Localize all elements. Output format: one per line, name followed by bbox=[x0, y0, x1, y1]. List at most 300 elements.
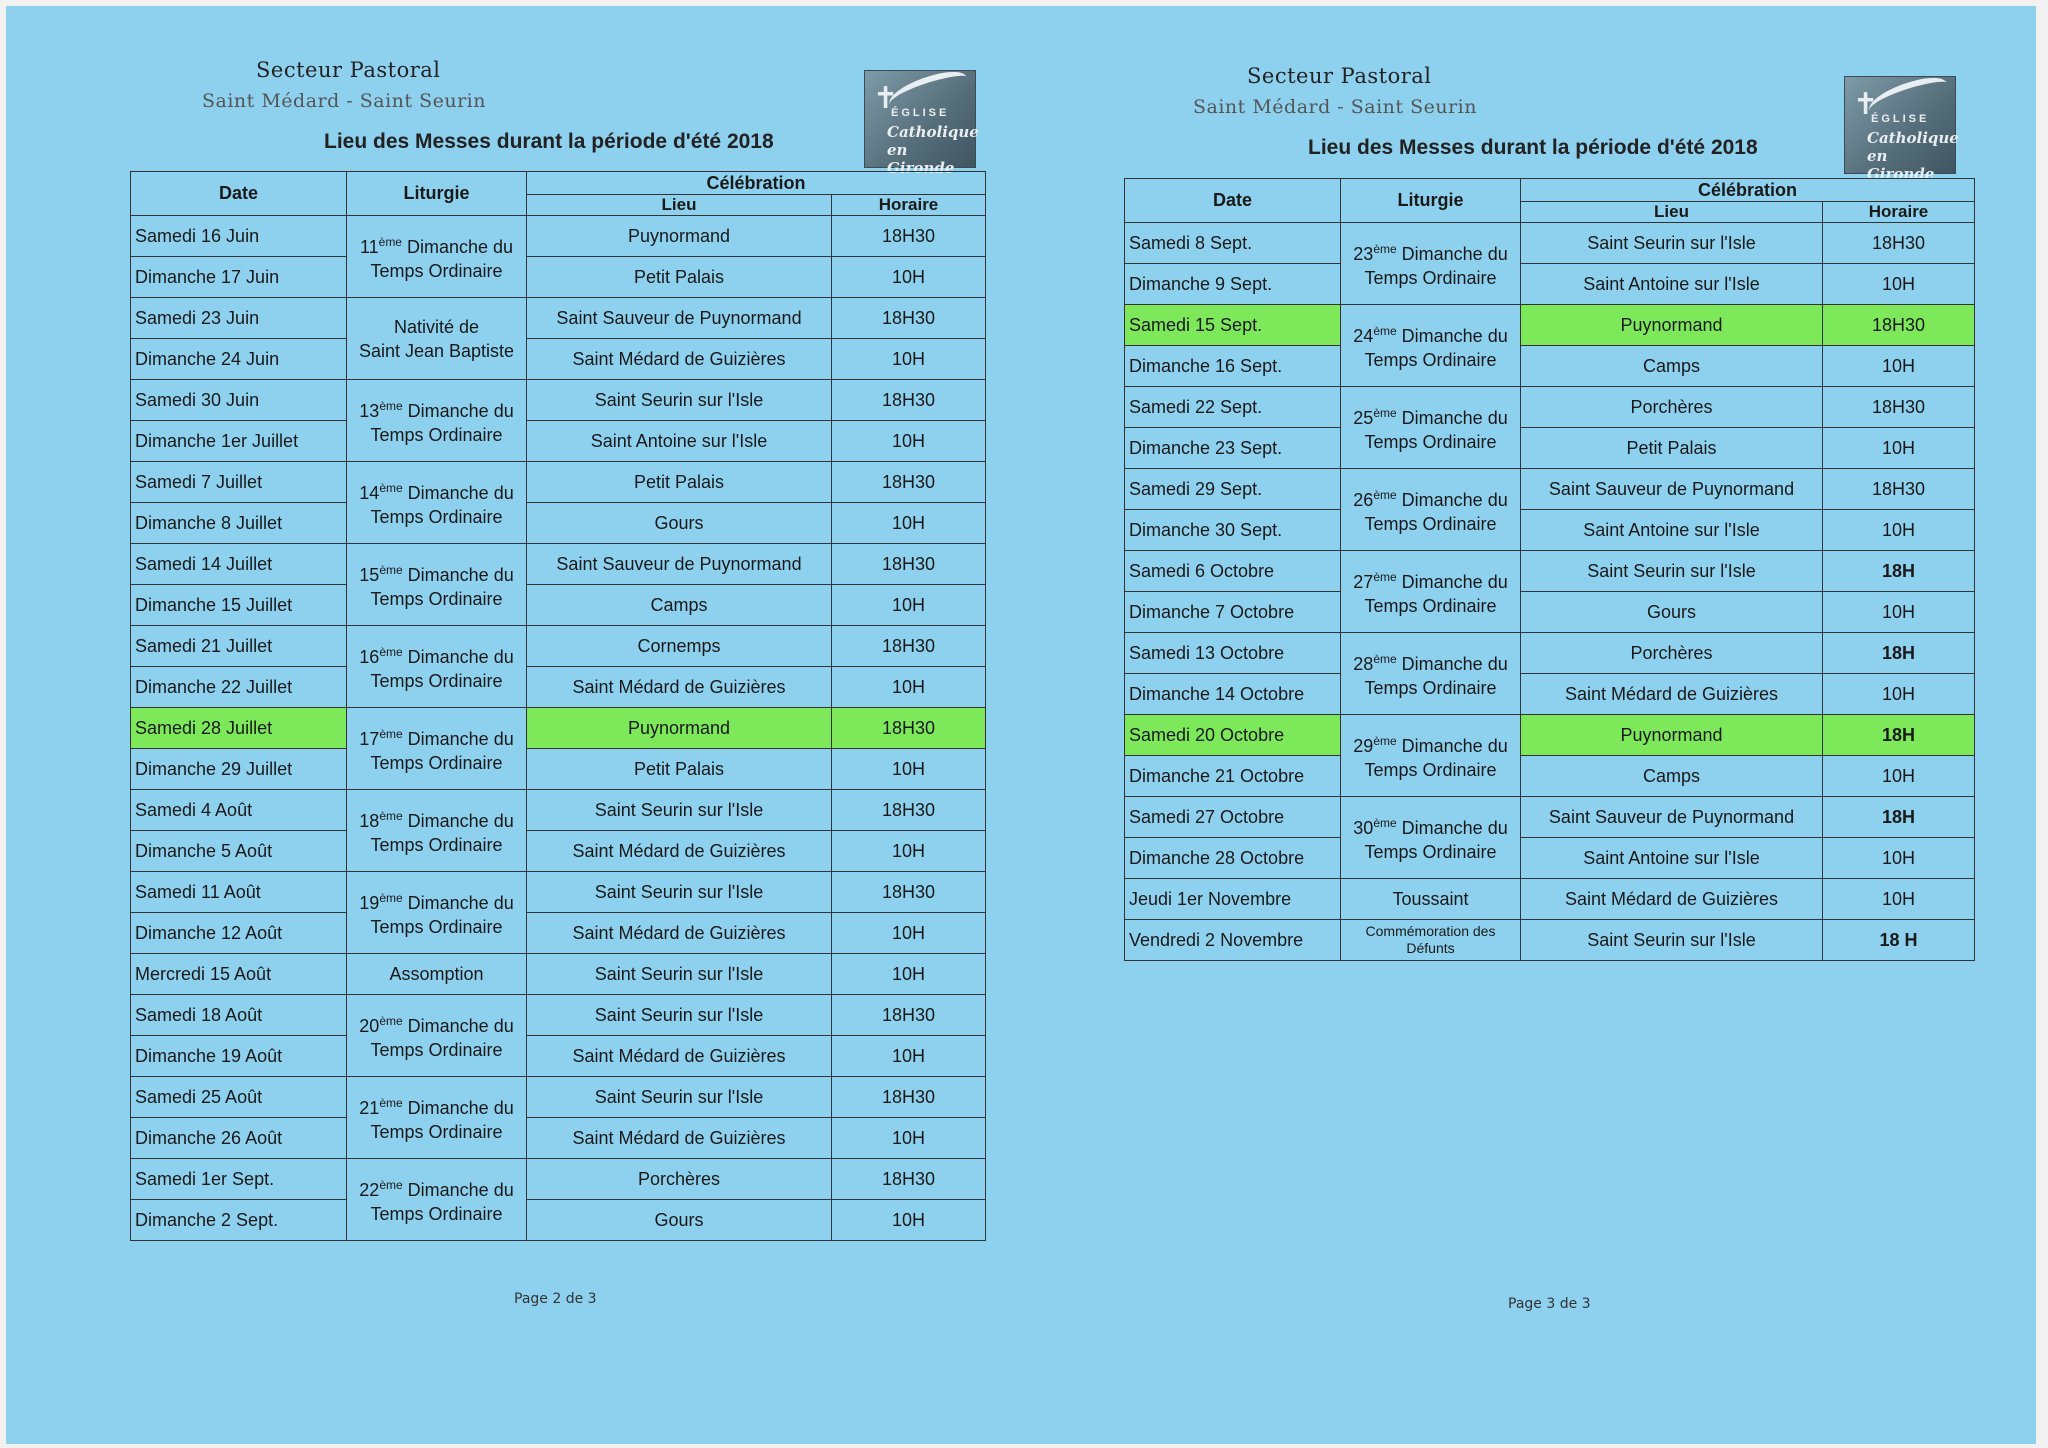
liturgie-cell bbox=[1341, 715, 1521, 797]
liturgie-line-2: Temps Ordinaire bbox=[1364, 514, 1497, 534]
liturgie-line-1 bbox=[347, 315, 526, 339]
horaire-cell: 18H30 bbox=[1823, 469, 1975, 510]
horaire-cell: 18H30 bbox=[832, 544, 986, 585]
liturgie-ordinal-suffix: ème bbox=[379, 1014, 403, 1028]
table-row bbox=[131, 913, 986, 954]
liturgie-text: Dimanche du bbox=[402, 1180, 514, 1200]
table-row bbox=[131, 1036, 986, 1077]
horaire-cell: 18 H bbox=[1823, 920, 1975, 961]
table-row bbox=[1125, 510, 1975, 551]
liturgie-ordinal-suffix: ème bbox=[379, 727, 403, 741]
date-cell: Dimanche 15 Juillet bbox=[131, 585, 347, 626]
liturgie-text: Commémoration des bbox=[1365, 923, 1496, 939]
date-cell: Dimanche 29 Juillet bbox=[131, 749, 347, 790]
lieu-cell: Saint Médard de Guizières bbox=[527, 339, 832, 380]
liturgie-line-2: Temps Ordinaire bbox=[370, 1040, 503, 1060]
date-cell: Samedi 8 Sept. bbox=[1125, 223, 1341, 264]
logo-text-gironde: en Gironde bbox=[887, 141, 955, 177]
date-cell: Dimanche 21 Octobre bbox=[1125, 756, 1341, 797]
liturgie-text: Dimanche du bbox=[1396, 572, 1508, 592]
horaire-cell: 10H bbox=[832, 913, 986, 954]
table-row bbox=[131, 380, 986, 421]
table-row bbox=[131, 544, 986, 585]
table-row bbox=[1125, 838, 1975, 879]
col-header-horaire: Horaire bbox=[832, 195, 986, 216]
horaire-cell: 10H bbox=[832, 503, 986, 544]
liturgie-line-2: Temps Ordinaire bbox=[370, 507, 503, 527]
liturgie-text: Dimanche du bbox=[402, 1016, 514, 1036]
horaire-cell: 18H bbox=[1823, 715, 1975, 756]
horaire-cell: 18H30 bbox=[832, 216, 986, 257]
lieu-cell: Saint Sauveur de Puynormand bbox=[527, 298, 832, 339]
lieu-cell: Porchères bbox=[1521, 387, 1823, 428]
liturgie-ordinal-suffix: ème bbox=[379, 563, 403, 577]
table-row bbox=[1125, 551, 1975, 592]
date-cell: Samedi 27 Octobre bbox=[1125, 797, 1341, 838]
page-footer: Page 3 de 3 bbox=[1508, 1296, 1591, 1312]
date-cell: Dimanche 16 Sept. bbox=[1125, 346, 1341, 387]
liturgie-line-1 bbox=[347, 640, 526, 669]
table-row bbox=[131, 626, 986, 667]
liturgie-line-1 bbox=[1341, 887, 1520, 911]
col-header-date: Date bbox=[131, 172, 347, 216]
lieu-cell: Camps bbox=[1521, 756, 1823, 797]
horaire-cell: 18H30 bbox=[832, 462, 986, 503]
liturgie-line-2: Temps Ordinaire bbox=[370, 1122, 503, 1142]
lieu-cell: Saint Médard de Guizières bbox=[527, 1118, 832, 1159]
lieu-cell: Porchères bbox=[1521, 633, 1823, 674]
horaire-cell: 10H bbox=[1823, 264, 1975, 305]
lieu-cell: Saint Seurin sur l'Isle bbox=[1521, 920, 1823, 961]
horaire-cell: 18H30 bbox=[832, 872, 986, 913]
date-cell: Dimanche 14 Octobre bbox=[1125, 674, 1341, 715]
liturgie-ordinal: 21 bbox=[359, 1098, 380, 1118]
liturgie-ordinal: 23 bbox=[1353, 244, 1374, 264]
date-cell: Dimanche 7 Octobre bbox=[1125, 592, 1341, 633]
page-3 bbox=[1036, 6, 2036, 1444]
liturgie-line-1 bbox=[1341, 811, 1520, 840]
table-row bbox=[131, 257, 986, 298]
horaire-cell: 10H bbox=[832, 1036, 986, 1077]
horaire-cell: 10H bbox=[1823, 838, 1975, 879]
liturgie-line-2: Saint Jean Baptiste bbox=[358, 340, 515, 361]
scanned-sheet bbox=[6, 6, 2036, 1444]
table-row bbox=[1125, 797, 1975, 838]
lieu-cell: Saint Sauveur de Puynormand bbox=[1521, 797, 1823, 838]
horaire-cell: 10H bbox=[832, 585, 986, 626]
lieu-cell: Saint Médard de Guizières bbox=[527, 831, 832, 872]
page-footer: Page 2 de 3 bbox=[514, 1291, 597, 1307]
liturgie-line-1 bbox=[1341, 401, 1520, 430]
liturgie-ordinal-suffix: ème bbox=[1373, 488, 1397, 502]
table-row bbox=[131, 1118, 986, 1159]
liturgie-line-2: Temps Ordinaire bbox=[370, 671, 503, 691]
table-row bbox=[131, 585, 986, 626]
page-title: Lieu des Messes durant la période d'été 2018 bbox=[324, 130, 774, 153]
liturgie-cell bbox=[347, 995, 527, 1077]
horaire-cell: 10H bbox=[832, 831, 986, 872]
liturgie-ordinal: 25 bbox=[1353, 408, 1374, 428]
parish-subheading: Saint Médard - Saint Seurin bbox=[1193, 96, 1477, 118]
liturgie-line-1 bbox=[1341, 237, 1520, 266]
liturgie-cell bbox=[347, 626, 527, 708]
liturgie-line-2: Temps Ordinaire bbox=[1364, 268, 1497, 288]
liturgie-text: Dimanche du bbox=[1396, 490, 1508, 510]
date-cell: Samedi 23 Juin bbox=[131, 298, 347, 339]
horaire-cell: 18H30 bbox=[832, 995, 986, 1036]
liturgie-cell bbox=[1341, 223, 1521, 305]
liturgie-text: Dimanche du bbox=[402, 647, 514, 667]
liturgie-ordinal-suffix: ème bbox=[379, 891, 403, 905]
date-cell: Samedi 6 Octobre bbox=[1125, 551, 1341, 592]
horaire-cell: 10H bbox=[1823, 346, 1975, 387]
horaire-cell: 10H bbox=[1823, 428, 1975, 469]
date-cell: Dimanche 2 Sept. bbox=[131, 1200, 347, 1241]
logo-text-catholique: Catholique bbox=[1867, 129, 1959, 147]
lieu-cell: Petit Palais bbox=[527, 257, 832, 298]
lieu-cell: Saint Seurin sur l'Isle bbox=[527, 872, 832, 913]
horaire-cell: 18H30 bbox=[832, 380, 986, 421]
horaire-cell: 18H30 bbox=[832, 1077, 986, 1118]
liturgie-text: Dimanche du bbox=[402, 401, 514, 421]
table-row bbox=[1125, 715, 1975, 756]
liturgie-cell bbox=[347, 462, 527, 544]
liturgie-ordinal-suffix: ème bbox=[379, 645, 403, 659]
liturgie-text: Dimanche du bbox=[402, 893, 514, 913]
liturgie-line-2: Temps Ordinaire bbox=[370, 835, 503, 855]
liturgie-ordinal: 19 bbox=[359, 893, 380, 913]
date-cell: Samedi 4 Août bbox=[131, 790, 347, 831]
liturgie-line-1 bbox=[347, 558, 526, 587]
date-cell: Samedi 28 Juillet bbox=[131, 708, 347, 749]
lieu-cell: Camps bbox=[1521, 346, 1823, 387]
lieu-cell: Saint Antoine sur l'Isle bbox=[527, 421, 832, 462]
liturgie-text: Dimanche du bbox=[402, 1098, 514, 1118]
table-row bbox=[1125, 633, 1975, 674]
liturgie-ordinal: 30 bbox=[1353, 818, 1374, 838]
table-row bbox=[1125, 346, 1975, 387]
horaire-cell: 10H bbox=[832, 749, 986, 790]
liturgie-text: Dimanche du bbox=[401, 237, 514, 257]
col-header-date: Date bbox=[1125, 179, 1341, 223]
table-row bbox=[131, 831, 986, 872]
liturgie-cell bbox=[1341, 305, 1521, 387]
liturgie-cell bbox=[1341, 797, 1521, 879]
liturgie-text: Dimanche du bbox=[1396, 654, 1508, 674]
date-cell: Dimanche 22 Juillet bbox=[131, 667, 347, 708]
date-cell: Samedi 13 Octobre bbox=[1125, 633, 1341, 674]
date-cell: Samedi 25 Août bbox=[131, 1077, 347, 1118]
horaire-cell: 10H bbox=[1823, 510, 1975, 551]
lieu-cell: Saint Seurin sur l'Isle bbox=[527, 954, 832, 995]
liturgie-cell bbox=[347, 790, 527, 872]
date-cell: Samedi 30 Juin bbox=[131, 380, 347, 421]
lieu-cell: Gours bbox=[527, 1200, 832, 1241]
liturgie-text: Assomption bbox=[389, 964, 484, 984]
table-row bbox=[1125, 674, 1975, 715]
liturgie-line-1 bbox=[347, 230, 526, 259]
date-cell: Samedi 14 Juillet bbox=[131, 544, 347, 585]
horaire-cell: 10H bbox=[1823, 879, 1975, 920]
logo-text-eglise: ÉGLISE bbox=[1871, 113, 1930, 125]
date-cell: Dimanche 26 Août bbox=[131, 1118, 347, 1159]
liturgie-ordinal-suffix: ème bbox=[379, 481, 403, 495]
parish-subheading: Saint Médard - Saint Seurin bbox=[202, 90, 486, 112]
liturgie-text: Dimanche du bbox=[1396, 408, 1508, 428]
lieu-cell: Saint Médard de Guizières bbox=[1521, 879, 1823, 920]
liturgie-line-2: Temps Ordinaire bbox=[1364, 842, 1497, 862]
liturgie-ordinal: 20 bbox=[359, 1016, 380, 1036]
schedule-table-page-3 bbox=[1124, 178, 1975, 961]
date-cell: Samedi 21 Juillet bbox=[131, 626, 347, 667]
table-row bbox=[131, 462, 986, 503]
lieu-cell: Saint Seurin sur l'Isle bbox=[527, 380, 832, 421]
lieu-cell: Gours bbox=[527, 503, 832, 544]
horaire-cell: 10H bbox=[832, 257, 986, 298]
horaire-cell: 18H30 bbox=[832, 1159, 986, 1200]
horaire-cell: 18H30 bbox=[832, 790, 986, 831]
lieu-cell: Camps bbox=[527, 585, 832, 626]
liturgie-cell bbox=[1341, 633, 1521, 715]
liturgie-line-1 bbox=[347, 962, 526, 986]
date-cell: Dimanche 5 Août bbox=[131, 831, 347, 872]
date-cell: Dimanche 23 Sept. bbox=[1125, 428, 1341, 469]
liturgie-cell bbox=[347, 298, 527, 380]
lieu-cell: Saint Médard de Guizières bbox=[527, 913, 832, 954]
liturgie-line-1 bbox=[347, 476, 526, 505]
liturgie-ordinal: 24 bbox=[1353, 326, 1374, 346]
lieu-cell: Saint Médard de Guizières bbox=[527, 667, 832, 708]
horaire-cell: 18H30 bbox=[832, 708, 986, 749]
liturgie-line-1 bbox=[347, 1009, 526, 1038]
liturgie-cell bbox=[347, 216, 527, 298]
liturgie-text: Dimanche du bbox=[1396, 736, 1508, 756]
liturgie-cell bbox=[347, 708, 527, 790]
col-header-liturgie: Liturgie bbox=[347, 172, 527, 216]
liturgie-ordinal-suffix: ème bbox=[1373, 324, 1397, 338]
table-row bbox=[131, 298, 986, 339]
date-cell: Samedi 18 Août bbox=[131, 995, 347, 1036]
table-row bbox=[131, 954, 986, 995]
eglise-catholique-logo bbox=[864, 70, 979, 177]
lieu-cell: Petit Palais bbox=[527, 749, 832, 790]
date-cell: Dimanche 24 Juin bbox=[131, 339, 347, 380]
liturgie-text: Dimanche du bbox=[402, 811, 514, 831]
liturgie-line-2: Temps Ordinaire bbox=[1364, 596, 1497, 616]
horaire-cell: 10H bbox=[832, 421, 986, 462]
liturgie-cell bbox=[1341, 879, 1521, 920]
horaire-cell: 10H bbox=[1823, 756, 1975, 797]
horaire-cell: 10H bbox=[832, 1200, 986, 1241]
logo-text-gironde: en Gironde bbox=[1867, 147, 1935, 183]
table-row bbox=[131, 790, 986, 831]
date-cell: Dimanche 8 Juillet bbox=[131, 503, 347, 544]
date-cell: Dimanche 1er Juillet bbox=[131, 421, 347, 462]
table-row bbox=[131, 872, 986, 913]
lieu-cell: Porchères bbox=[527, 1159, 832, 1200]
liturgie-cell bbox=[347, 1077, 527, 1159]
horaire-cell: 18H30 bbox=[832, 298, 986, 339]
horaire-cell: 18H30 bbox=[1823, 305, 1975, 346]
liturgie-ordinal-suffix: ème bbox=[1373, 734, 1397, 748]
date-cell: Samedi 1er Sept. bbox=[131, 1159, 347, 1200]
date-cell: Dimanche 30 Sept. bbox=[1125, 510, 1341, 551]
lieu-cell: Saint Médard de Guizières bbox=[1521, 674, 1823, 715]
col-header-celebration: Célébration bbox=[1521, 179, 1975, 202]
liturgie-cell bbox=[1341, 920, 1521, 961]
liturgie-ordinal: 14 bbox=[359, 483, 380, 503]
liturgie-ordinal-suffix: ème bbox=[379, 399, 403, 413]
lieu-cell: Puynormand bbox=[1521, 305, 1823, 346]
table-row bbox=[131, 708, 986, 749]
date-cell: Dimanche 28 Octobre bbox=[1125, 838, 1341, 879]
horaire-cell: 18H bbox=[1823, 551, 1975, 592]
liturgie-line-1 bbox=[1341, 319, 1520, 348]
horaire-cell: 10H bbox=[832, 954, 986, 995]
page-2 bbox=[6, 6, 1026, 1444]
horaire-cell: 18H30 bbox=[1823, 223, 1975, 264]
liturgie-line-2: Temps Ordinaire bbox=[370, 753, 503, 773]
table-row bbox=[1125, 223, 1975, 264]
liturgie-cell bbox=[1341, 551, 1521, 633]
table-row bbox=[131, 667, 986, 708]
table-row bbox=[131, 503, 986, 544]
date-cell: Vendredi 2 Novembre bbox=[1125, 920, 1341, 961]
liturgie-line-1 bbox=[347, 804, 526, 833]
table-row bbox=[1125, 428, 1975, 469]
horaire-cell: 18H30 bbox=[1823, 387, 1975, 428]
liturgie-text: Toussaint bbox=[1392, 889, 1469, 909]
liturgie-line-1 bbox=[347, 722, 526, 751]
liturgie-line-1 bbox=[347, 394, 526, 423]
liturgie-ordinal-suffix: ème bbox=[1373, 652, 1397, 666]
liturgie-text: Dimanche du bbox=[402, 483, 514, 503]
date-cell: Dimanche 12 Août bbox=[131, 913, 347, 954]
liturgie-ordinal-suffix: ème bbox=[1373, 816, 1397, 830]
liturgie-line-1 bbox=[347, 1091, 526, 1120]
lieu-cell: Puynormand bbox=[527, 708, 832, 749]
lieu-cell: Saint Antoine sur l'Isle bbox=[1521, 264, 1823, 305]
lieu-cell: Saint Sauveur de Puynormand bbox=[527, 544, 832, 585]
liturgie-ordinal: 27 bbox=[1353, 572, 1374, 592]
liturgie-line-1 bbox=[1341, 565, 1520, 594]
liturgie-line-2: Temps Ordinaire bbox=[1364, 678, 1497, 698]
liturgie-ordinal-suffix: ème bbox=[378, 235, 402, 249]
lieu-cell: Saint Seurin sur l'Isle bbox=[527, 1077, 832, 1118]
lieu-cell: Puynormand bbox=[527, 216, 832, 257]
liturgie-ordinal: 16 bbox=[359, 647, 380, 667]
liturgie-line-2: Temps Ordinaire bbox=[1364, 350, 1497, 370]
liturgie-line-2: Temps Ordinaire bbox=[1364, 432, 1497, 452]
lieu-cell: Saint Antoine sur l'Isle bbox=[1521, 838, 1823, 879]
lieu-cell: Saint Seurin sur l'Isle bbox=[527, 790, 832, 831]
lieu-cell: Saint Seurin sur l'Isle bbox=[527, 995, 832, 1036]
liturgie-cell bbox=[1341, 469, 1521, 551]
liturgie-line-1 bbox=[1341, 483, 1520, 512]
liturgie-text: Dimanche du bbox=[402, 565, 514, 585]
liturgie-text: Dimanche du bbox=[1396, 244, 1508, 264]
date-cell: Samedi 15 Sept. bbox=[1125, 305, 1341, 346]
horaire-cell: 10H bbox=[832, 667, 986, 708]
cross-icon: ✝ bbox=[873, 82, 899, 115]
table-row bbox=[131, 995, 986, 1036]
date-cell: Samedi 7 Juillet bbox=[131, 462, 347, 503]
liturgie-line-2: Temps Ordinaire bbox=[370, 261, 503, 281]
liturgie-ordinal-suffix: ème bbox=[379, 1178, 403, 1192]
horaire-cell: 18H30 bbox=[832, 626, 986, 667]
table-row bbox=[1125, 264, 1975, 305]
date-cell: Samedi 16 Juin bbox=[131, 216, 347, 257]
liturgie-ordinal: 29 bbox=[1353, 736, 1374, 756]
horaire-cell: 10H bbox=[1823, 674, 1975, 715]
liturgie-line-1 bbox=[347, 1173, 526, 1202]
date-cell: Dimanche 19 Août bbox=[131, 1036, 347, 1077]
secteur-heading: Secteur Pastoral bbox=[256, 58, 441, 82]
col-header-celebration: Célébration bbox=[527, 172, 986, 195]
horaire-cell: 10H bbox=[1823, 592, 1975, 633]
lieu-cell: Saint Médard de Guizières bbox=[527, 1036, 832, 1077]
liturgie-ordinal: 18 bbox=[359, 811, 380, 831]
col-header-liturgie: Liturgie bbox=[1341, 179, 1521, 223]
col-header-horaire: Horaire bbox=[1823, 202, 1975, 223]
secteur-heading: Secteur Pastoral bbox=[1247, 64, 1432, 88]
date-cell: Samedi 22 Sept. bbox=[1125, 387, 1341, 428]
date-cell: Dimanche 17 Juin bbox=[131, 257, 347, 298]
date-cell: Samedi 11 Août bbox=[131, 872, 347, 913]
liturgie-ordinal-suffix: ème bbox=[379, 809, 403, 823]
liturgie-line-1 bbox=[347, 886, 526, 915]
lieu-cell: Gours bbox=[1521, 592, 1823, 633]
liturgie-line-1 bbox=[1341, 729, 1520, 758]
horaire-cell: 18H bbox=[1823, 633, 1975, 674]
liturgie-cell bbox=[347, 872, 527, 954]
liturgie-ordinal: 17 bbox=[359, 729, 380, 749]
liturgie-cell bbox=[347, 544, 527, 626]
liturgie-line-1 bbox=[1341, 647, 1520, 676]
table-row bbox=[131, 749, 986, 790]
lieu-cell: Puynormand bbox=[1521, 715, 1823, 756]
liturgie-ordinal: 26 bbox=[1353, 490, 1374, 510]
lieu-cell: Saint Seurin sur l'Isle bbox=[1521, 551, 1823, 592]
date-cell: Mercredi 15 Août bbox=[131, 954, 347, 995]
table-row bbox=[1125, 305, 1975, 346]
liturgie-ordinal: 15 bbox=[359, 565, 380, 585]
liturgie-ordinal: 22 bbox=[359, 1180, 380, 1200]
table-row bbox=[131, 421, 986, 462]
logo-text-catholique: Catholique bbox=[887, 123, 979, 141]
horaire-cell: 10H bbox=[832, 1118, 986, 1159]
table-row bbox=[1125, 879, 1975, 920]
date-cell: Samedi 29 Sept. bbox=[1125, 469, 1341, 510]
liturgie-line-2: Temps Ordinaire bbox=[370, 917, 503, 937]
liturgie-ordinal-suffix: ème bbox=[1373, 570, 1397, 584]
lieu-cell: Petit Palais bbox=[527, 462, 832, 503]
liturgie-line-2: Temps Ordinaire bbox=[370, 425, 503, 445]
col-header-lieu: Lieu bbox=[527, 195, 832, 216]
page-title: Lieu des Messes durant la période d'été 2018 bbox=[1308, 136, 1758, 159]
eglise-catholique-logo bbox=[1844, 76, 1959, 183]
logo-text-eglise: ÉGLISE bbox=[891, 107, 950, 119]
liturgie-text: Dimanche du bbox=[402, 729, 514, 749]
table-row bbox=[131, 216, 986, 257]
liturgie-line-2: Temps Ordinaire bbox=[370, 1204, 503, 1224]
liturgie-ordinal-suffix: ème bbox=[1373, 242, 1397, 256]
lieu-cell: Saint Antoine sur l'Isle bbox=[1521, 510, 1823, 551]
liturgie-ordinal-suffix: ème bbox=[379, 1096, 403, 1110]
lieu-cell: Petit Palais bbox=[1521, 428, 1823, 469]
horaire-cell: 18H bbox=[1823, 797, 1975, 838]
table-row bbox=[1125, 920, 1975, 961]
